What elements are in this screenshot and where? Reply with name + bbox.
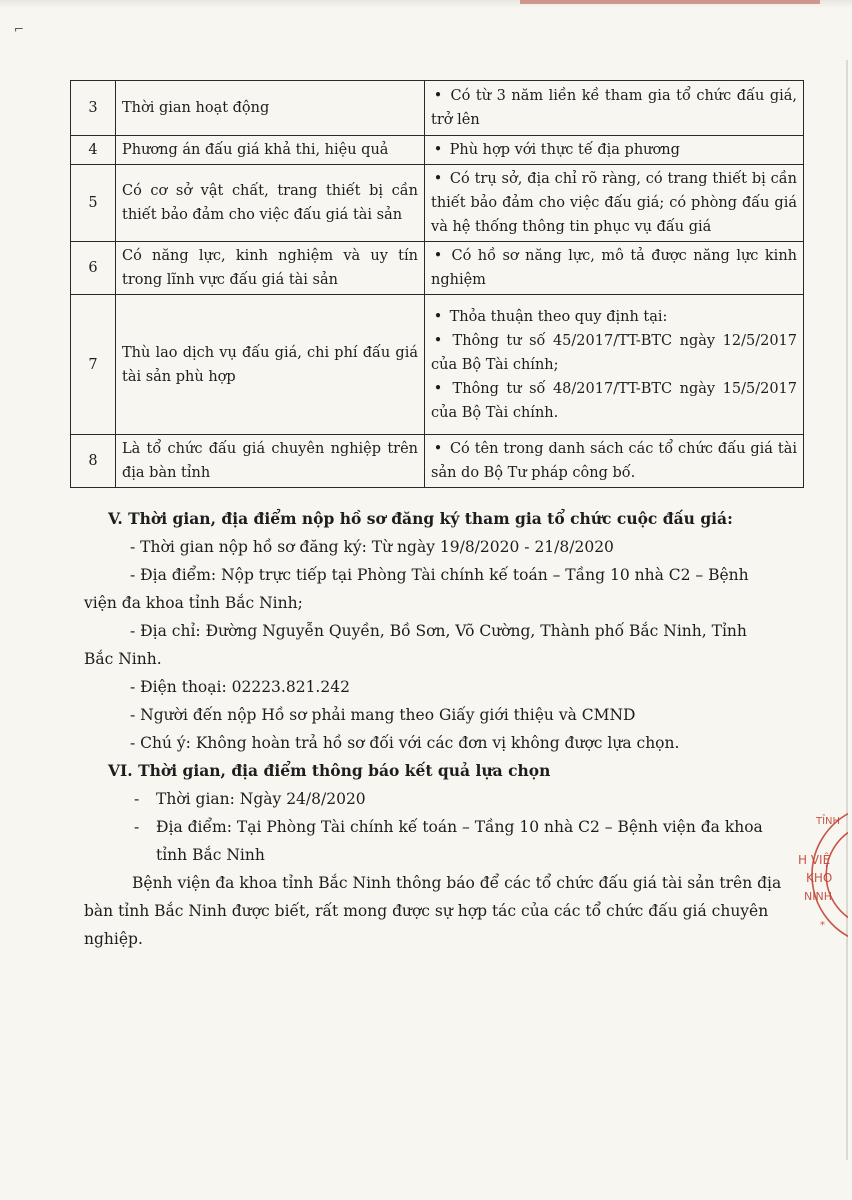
phone: - Điện thoại: 02223.821.242 — [130, 678, 350, 696]
requirement-cell — [425, 81, 804, 136]
requirement-cell — [425, 435, 804, 488]
seal-text-bottom: NINH — [804, 890, 832, 903]
table-row — [71, 81, 804, 136]
table-row — [71, 295, 804, 435]
closing-line3: nghiệp. — [84, 930, 143, 948]
requirement-text: Có tên trong danh sách các tổ chức đấu giá tài sản do Bộ Tư pháp công bố. — [431, 441, 797, 481]
address-line2: Bắc Ninh. — [84, 650, 162, 668]
closing-line2: bàn tỉnh Bắc Ninh được biết, rất mong được sự hợp tác của các tổ chức đấu giá chuyên — [84, 902, 769, 920]
section-6-heading: VI. Thời gian, địa điểm thông báo kết quả lựa chọn — [108, 761, 551, 780]
bullet-icon: • — [433, 441, 443, 457]
result-time-text: Thời gian: Ngày 24/8/2020 — [156, 790, 366, 808]
requirement-item — [431, 329, 797, 377]
result-location-text: Địa điểm: Tại Phòng Tài chính kế toán – Tầng 10 nhà C2 – Bệnh viện đa khoa — [156, 818, 763, 836]
requirement-cell — [425, 136, 804, 165]
section-5-heading: V. Thời gian, địa điểm nộp hồ sơ đăng ký tham gia tổ chức cuộc đấu giá: — [108, 509, 733, 528]
requirement-cell — [425, 242, 804, 295]
seal-text-top: TỈNH — [816, 816, 841, 827]
criterion-cell: Phương án đấu giá khả thi, hiệu quả — [116, 136, 425, 165]
table-row — [71, 165, 804, 242]
requirement-text: Phù hợp với thực tế địa phương — [449, 142, 680, 158]
table-row — [71, 435, 804, 488]
requirement-text: Có trụ sở, địa chỉ rõ ràng, có trang thiết bị cần thiết bảo đảm cho việc đấu giá; có phòng đấu giá và hệ thống thông tin phục vụ đấu giá — [431, 171, 797, 235]
requirement-text: Thỏa thuận theo quy định tại: — [449, 308, 668, 325]
criterion-cell: Có cơ sở vật chất, trang thiết bị cần thiết bảo đảm cho việc đấu giá tài sản — [116, 165, 425, 242]
submission-location-line1: - Địa điểm: Nộp trực tiếp tại Phòng Tài chính kế toán – Tầng 10 nhà C2 – Bệnh — [130, 566, 749, 584]
requirement-text: Thông tư số 48/2017/TT-BTC ngày 15/5/2017 của Bộ Tài chính. — [431, 380, 798, 421]
closing-line1: Bệnh viện đa khoa tỉnh Bắc Ninh thông báo để các tổ chức đấu giá tài sản trên địa — [132, 874, 782, 892]
scan-mark: ⌐ — [14, 22, 25, 36]
seal-text-mid: H VIỆ — [798, 853, 831, 867]
requirement-text: Thông tư số 45/2017/TT-BTC ngày 12/5/2017 của Bộ Tài chính; — [431, 332, 798, 373]
requirement-item — [431, 244, 797, 292]
bullet-icon: • — [433, 332, 443, 349]
result-time: - Thời gian: Ngày 24/8/2020 — [84, 785, 804, 813]
bullet-icon: • — [433, 380, 443, 397]
requirement-cell — [425, 165, 804, 242]
requirement-cell — [425, 295, 804, 435]
row-number: 6 — [71, 242, 116, 295]
result-location: - Địa điểm: Tại Phòng Tài chính kế toán – Tầng 10 nhà C2 – Bệnh viện đa khoa — [84, 813, 804, 841]
requirement-item — [431, 84, 797, 132]
row-number: 7 — [71, 295, 116, 435]
bullet-icon: • — [433, 88, 443, 104]
submission-location-line2: viện đa khoa tỉnh Bắc Ninh; — [84, 594, 303, 612]
requirement-item — [431, 377, 797, 425]
required-documents: - Người đến nộp Hồ sơ phải mang theo Giấy giới thiệu và CMND — [130, 706, 636, 724]
submission-time: - Thời gian nộp hồ sơ đăng ký: Từ ngày 19/8/2020 - 21/8/2020 — [130, 538, 614, 556]
bullet-icon: • — [433, 142, 443, 158]
note: - Chú ý: Không hoàn trả hồ sơ đối với các đơn vị không được lựa chọn. — [130, 734, 680, 752]
table-row — [71, 242, 804, 295]
requirement-item — [431, 167, 797, 239]
page-right-edge — [846, 60, 848, 1160]
criteria-table — [70, 80, 804, 488]
page-top-red-mark — [520, 0, 820, 4]
requirement-text: Có hồ sơ năng lực, mô tả được năng lực kinh nghiệm — [431, 248, 797, 288]
table-row — [71, 136, 804, 165]
seal-star: * — [820, 920, 825, 931]
bullet-icon: • — [433, 171, 443, 187]
criterion-cell: Có năng lực, kinh nghiệm và uy tín trong lĩnh vực đấu giá tài sản — [116, 242, 425, 295]
result-location-line2: tỉnh Bắc Ninh — [156, 846, 265, 864]
bullet-icon: • — [433, 308, 443, 325]
row-number: 8 — [71, 435, 116, 488]
criterion-cell: Thời gian hoạt động — [116, 81, 425, 136]
document-body — [84, 505, 804, 953]
address-line1: - Địa chỉ: Đường Nguyễn Quyền, Bồ Sơn, Võ Cường, Thành phố Bắc Ninh, Tỉnh — [130, 622, 747, 640]
row-number: 3 — [71, 81, 116, 136]
requirement-item — [431, 138, 797, 162]
requirement-text: Có từ 3 năm liền kề tham gia tổ chức đấu giá, trở lên — [431, 88, 798, 128]
requirement-item — [431, 437, 797, 485]
official-seal-fragment — [796, 800, 848, 950]
seal-text-mid2: KHO — [806, 871, 833, 885]
requirement-item — [431, 305, 797, 329]
bullet-icon: • — [433, 248, 443, 264]
row-number: 5 — [71, 165, 116, 242]
row-number: 4 — [71, 136, 116, 165]
criterion-cell: Là tổ chức đấu giá chuyên nghiệp trên địa bàn tỉnh — [116, 435, 425, 488]
criterion-cell: Thù lao dịch vụ đấu giá, chi phí đấu giá tài sản phù hợp — [116, 295, 425, 435]
